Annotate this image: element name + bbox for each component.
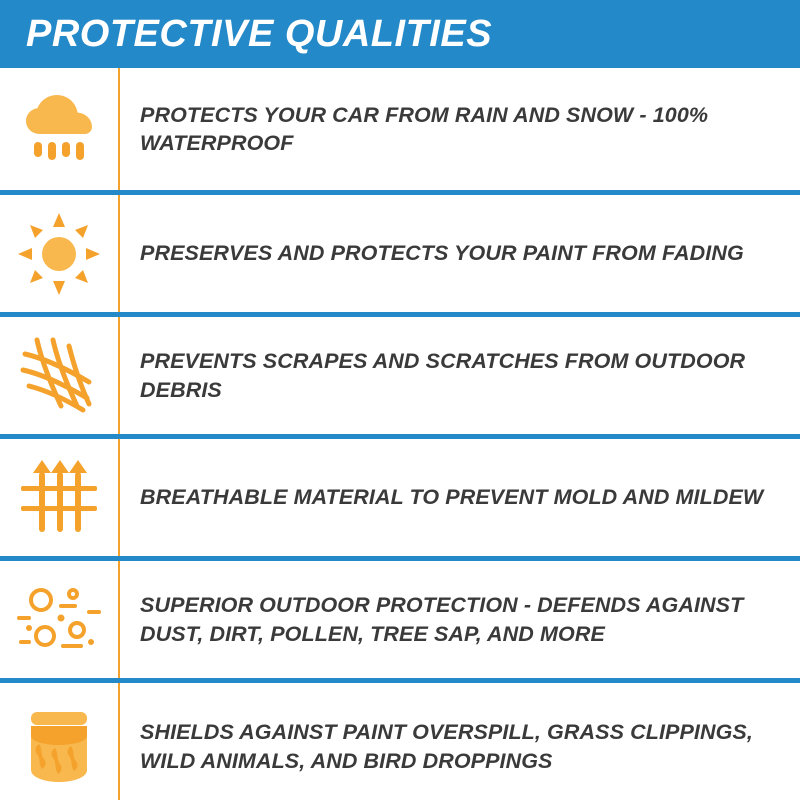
text-cell [120,239,800,267]
text-cell [120,483,800,511]
feature-text: PREVENTS SCRAPES AND SCRATCHES FROM OUTDOOR DEBRIS [140,349,746,402]
infographic-header [0,0,800,68]
text-cell [120,101,800,158]
list-item [0,678,800,800]
icon-cell [0,561,120,678]
icon-cell [0,195,120,312]
sun-icon [18,213,100,295]
feature-text: PROTECTS YOUR CAR FROM RAIN AND SNOW - 100% WATERPROOF [140,102,709,155]
breathable-airflow-icon [19,458,99,538]
paint-can-icon [23,706,95,788]
scratch-mesh-icon [19,336,99,416]
page-title: PROTECTIVE QUALITIES [26,13,493,55]
feature-text: PRESERVES AND PROTECTS YOUR PAINT FROM FADING [140,241,744,266]
feature-text: BREATHABLE MATERIAL TO PREVENT MOLD AND MILDEW [140,485,764,510]
list-item [0,434,800,556]
dust-particles-icon [15,584,103,656]
list-item [0,68,800,190]
text-cell [120,347,800,404]
text-cell [120,591,800,648]
icon-cell [0,683,120,800]
feature-text: SHIELDS AGAINST PAINT OVERSPILL, GRASS CLIPPINGS, WILD ANIMALS, AND BIRD DROPPINGS [140,720,753,773]
feature-text: SUPERIOR OUTDOOR PROTECTION - DEFENDS AGAINST DUST, DIRT, POLLEN, TREE SAP, AND MORE [140,593,744,646]
rain-cloud-icon [20,92,98,166]
feature-list [0,68,800,800]
icon-cell [0,439,120,556]
icon-cell [0,68,120,190]
list-item [0,190,800,312]
list-item [0,556,800,678]
icon-cell [0,317,120,434]
text-cell [120,718,800,775]
list-item [0,312,800,434]
